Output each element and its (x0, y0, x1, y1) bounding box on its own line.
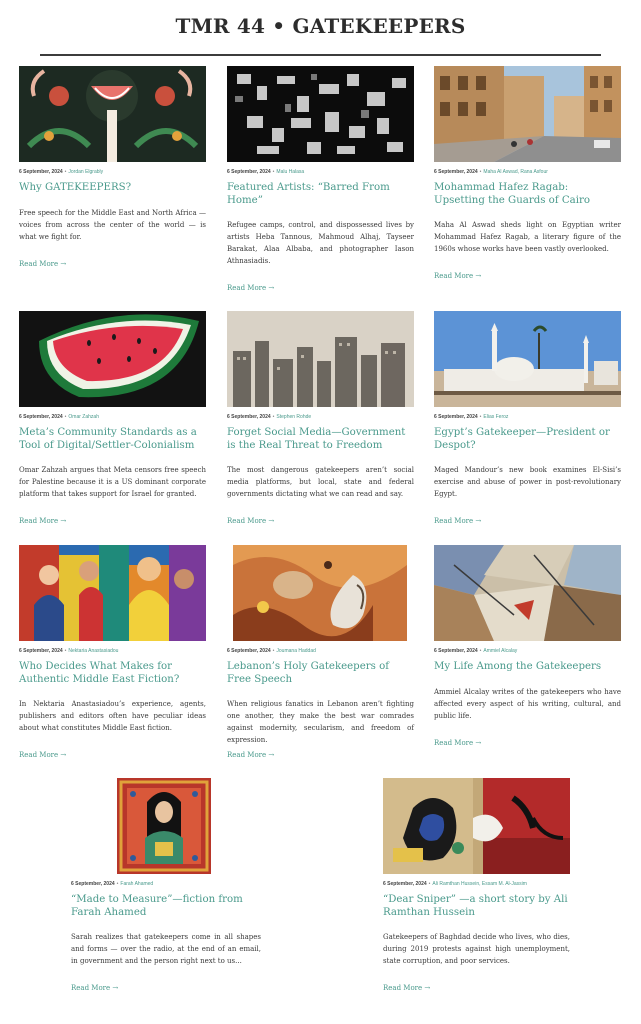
post-date: 6 September, 2024 (227, 169, 271, 175)
post-thumbnail[interactable] (434, 311, 621, 407)
post-meta (19, 648, 118, 654)
post-meta (19, 169, 103, 175)
read-more-link[interactable]: Read More → (19, 260, 67, 268)
post-date: 6 September, 2024 (383, 881, 427, 887)
post-title-link[interactable]: Featured Artists: “Barred From Home” (227, 182, 390, 206)
post-excerpt: Maha Al Aswad sheds light on Egyptian writer Mohammad Hafez Ragab, a literary figure of the 1960s whose works have been vastly overlooked. (434, 221, 621, 253)
post-meta (434, 169, 548, 175)
read-more-link[interactable]: Read More → (434, 272, 482, 280)
post-excerpt: In Nektaria Anastasiadou’s experience, agents, publishers and editors often have peculiar ideas about what constitutes Middle East fiction. (19, 700, 206, 732)
post-title-link[interactable]: Who Decides What Makes for Authentic Middle East Fiction? (19, 661, 180, 685)
meta-separator: • (479, 169, 482, 175)
post-author-link[interactable]: Malu Halasa (276, 169, 305, 175)
page-title: TMR 44 • GATEKEEPERS (175, 14, 466, 38)
post-card (71, 778, 261, 998)
read-more-link[interactable]: Read More → (19, 751, 67, 759)
post-date: 6 September, 2024 (434, 414, 478, 420)
post-thumbnail[interactable] (434, 545, 621, 641)
post-date: 6 September, 2024 (434, 648, 478, 654)
post-card (227, 545, 414, 765)
post-card (19, 311, 206, 541)
meta-separator: • (428, 881, 431, 887)
post-author-link[interactable]: Omar Zahzah (68, 414, 99, 420)
post-date: 6 September, 2024 (19, 414, 63, 420)
post-thumbnail[interactable] (117, 778, 211, 874)
post-title-link[interactable]: “Made to Measure”—fiction from Farah Ahamed (71, 894, 243, 918)
post-card (19, 66, 206, 286)
post-excerpt: Gatekeepers of Baghdad decide who lives, who dies, during 2019 protests against high unemployment, state corruption, and poor services. (383, 933, 570, 965)
header-divider (40, 54, 601, 56)
post-author-link[interactable]: Joumana Haddad (276, 648, 316, 654)
post-excerpt: Free speech for the Middle East and North Africa — voices from across the center of the world — is what we fight for. (19, 209, 206, 241)
read-more-link[interactable]: Read More → (434, 517, 482, 525)
meta-separator: • (272, 169, 275, 175)
post-date: 6 September, 2024 (71, 881, 115, 887)
post-date: 6 September, 2024 (19, 169, 63, 175)
read-more-link[interactable]: Read More → (71, 984, 119, 992)
post-excerpt: Ammiel Alcalay writes of the gatekeepers who have affected every aspect of his writing, cultural, and public life. (434, 688, 621, 720)
post-thumbnail[interactable] (19, 545, 206, 641)
post-thumbnail[interactable] (233, 545, 407, 641)
post-meta (19, 414, 99, 420)
post-author-link[interactable]: Farah Ahamed (120, 881, 154, 887)
post-card (434, 311, 621, 541)
meta-separator: • (479, 414, 482, 420)
read-more-link[interactable]: Read More → (434, 739, 482, 747)
post-excerpt: Omar Zahzah argues that Meta censors free speech for Palestine because it is a US dominant corporate platform that takes support for Israel for granted. (19, 466, 206, 498)
meta-separator: • (64, 414, 67, 420)
post-author-link[interactable]: Nektaria Anastasiadou (68, 648, 119, 654)
post-meta (71, 881, 153, 887)
post-excerpt: Maged Mandour’s new book examines El-Sisi’s exercise and abuse of power in post-revolutionary Egypt. (434, 466, 621, 498)
meta-separator: • (272, 648, 275, 654)
post-title-link[interactable]: Mohammad Hafez Ragab: Upsetting the Guards of Cairo (434, 182, 590, 206)
post-title-link[interactable]: Forget Social Media—Government is the Real Threat to Freedom (227, 427, 406, 451)
post-meta (434, 648, 517, 654)
post-card (383, 778, 570, 998)
post-date: 6 September, 2024 (19, 648, 63, 654)
post-author-link[interactable]: Elias Feroz (483, 414, 509, 420)
post-thumbnail[interactable] (227, 66, 414, 162)
read-more-link[interactable]: Read More → (383, 984, 431, 992)
post-excerpt: The most dangerous gatekeepers aren’t social media platforms, but local, state and federal governments dictating what we can read and say. (227, 466, 414, 498)
post-card (434, 545, 621, 755)
post-meta (227, 648, 316, 654)
site-header (0, 0, 641, 60)
post-author-link[interactable]: Maha Al Aswad, Rana Asfour (483, 169, 548, 175)
post-card (19, 545, 206, 765)
post-meta (227, 169, 304, 175)
post-title-link[interactable]: “Dear Sniper” —a short story by Ali Ramthan Hussein (383, 894, 568, 918)
post-meta (434, 414, 508, 420)
meta-separator: • (479, 648, 482, 654)
post-author-link[interactable]: Stephen Rohde (276, 414, 312, 420)
read-more-link[interactable]: Read More → (227, 284, 275, 292)
post-author-link[interactable]: Ali Ramthan Hussein, Essam M. Al-Jassim (432, 881, 527, 887)
post-title-link[interactable]: Egypt’s Gatekeeper—President or Despot? (434, 427, 610, 451)
meta-separator: • (116, 881, 119, 887)
post-thumbnail[interactable] (383, 778, 570, 874)
post-card (227, 311, 414, 541)
meta-separator: • (64, 648, 67, 654)
post-title-link[interactable]: My Life Among the Gatekeepers (434, 661, 602, 672)
meta-separator: • (64, 169, 67, 175)
post-thumbnail[interactable] (19, 66, 206, 162)
post-card (434, 66, 621, 296)
post-date: 6 September, 2024 (227, 648, 271, 654)
post-excerpt: Sarah realizes that gatekeepers come in all shapes and forms — over the radio, at the end of an email, in government and the person right next to us... (71, 933, 261, 965)
post-meta (227, 414, 311, 420)
post-thumbnail[interactable] (19, 311, 206, 407)
post-author-link[interactable]: Jordan Elgrably (68, 169, 104, 175)
post-meta (383, 881, 527, 887)
read-more-link[interactable]: Read More → (19, 517, 67, 525)
post-title-link[interactable]: Lebanon’s Holy Gatekeepers of Free Speech (227, 661, 389, 685)
post-thumbnail[interactable] (227, 311, 414, 407)
post-excerpt: When religious fanatics in Lebanon aren’t fighting one another, they make the best war comrades against modernity, secularism, and freedom of expression. (227, 700, 414, 744)
post-thumbnail[interactable] (434, 66, 621, 162)
post-title-link[interactable]: Why GATEKEEPERS? (19, 182, 132, 193)
post-author-link[interactable]: Ammiel Alcalay (483, 648, 518, 654)
post-card (227, 66, 414, 306)
post-excerpt: Refugee camps, control, and dispossessed lives by artists Heba Tannous, Mahmoud Alhaj, Tayseer Barakat, Alaa Albaba, and photographer Iason Athnasiadis. (227, 221, 414, 265)
read-more-link[interactable]: Read More → (227, 751, 275, 759)
post-date: 6 September, 2024 (227, 414, 271, 420)
read-more-link[interactable]: Read More → (227, 517, 275, 525)
post-title-link[interactable]: Meta’s Community Standards as a Tool of Digital/Settler-Colonialism (19, 427, 197, 451)
post-date: 6 September, 2024 (434, 169, 478, 175)
meta-separator: • (272, 414, 275, 420)
